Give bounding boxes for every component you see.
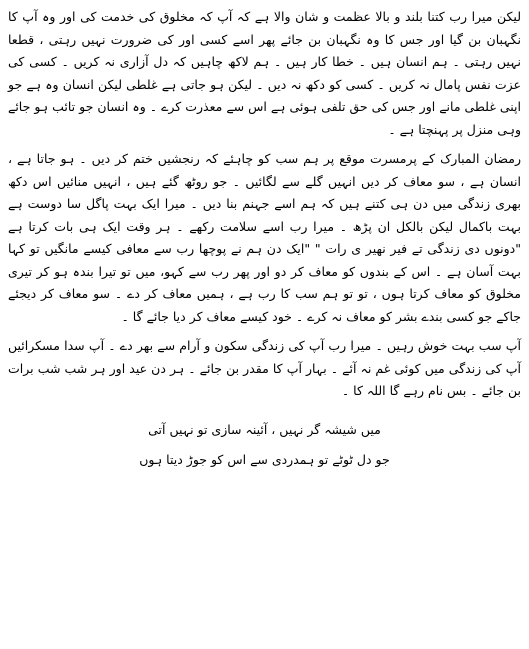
paragraph-ramadan: رمضان المبارک کے پرمسرت موقع پر ہم سب کو چاہئے کہ رنجشیں ختم کر دیں ۔ ہو جاتا ہے ، انسان ہے ، سو معاف کر دیں انہیں گلے سے لگائیں ۔ جو روٹھ گئے ہیں ، انہیں منائیں اس دکھ بھری زندگی میں دن ہی کتنے ہیں کہ ہم اسے جہنم بنا دیں ۔ میرا ایک بہت پاگل سا دوست ہے بہت باکمال لیکن بالکل ان پڑھ ۔ میرا رب اسے سلامت رکھے ۔ ہر وقت ایک ہی بات کرتا ہے "دونوں دی زندگی تے فیر نھیر ی رات " "ایک دن ہم نے پوچھا رب سے معافی کیسے مانگیں تو کہا بہت آسان ہے ۔ اس کے بندوں کو معاف کر دو اور پھر رب سے کہو، میں تو تیرا بندہ ہو کر تیری مخلوق کو معاف کرتا ہوں ، تو تو ہم سب کا رب ہے ، ہمیں معاف کر دے ۔ سو معاف کر دیجئے جاکے جو کسی بندے بشر کو معاف نہ کرے ۔ خود کیسے معاف کر دیا جائے گا ۔ [8, 151, 521, 324]
paragraph-blessing: آپ سب بہت خوش رہیں ۔ میرا رب آپ کی زندگی سکون و آرام سے بھر دے ۔ آپ سدا مسکرائیں آپ کی زندگی میں کوئی غم نہ آئے ۔ بہار آپ کا مقدر بن جائے ۔ ہر دن عید اور ہر شب شب برات بن جائے ۔ بس نام رہے گا اللہ کا ۔ [8, 338, 521, 398]
poem-line-2: جو دل ٹوٹے تو ہمدردی سے اس کو جوڑ دیتا ہوں [139, 451, 390, 467]
paragraph-intro: لیکن میرا رب کتنا بلند و بالا عظمت و شان والا ہے کہ آپ کہ مخلوق کی خدمت کی اور وہ آپ کا نگہبان بن گیا اور جس کا وہ نگہبان بن جائے پھر اسے کسی اور کی ضرورت نہیں رہتی ، قطعا نہیں رہتی ۔ ہم انسان ہیں ۔ خطا کار ہیں ۔ ہم لاکھ چاہیں کہ دل آزاری نہ کریں ۔ کسی کی عزت نفس پامال نہ کریں ۔ کسی کو دکھ نہ دیں ۔ لیکن ہو جاتی ہے غلطی لیکن انسان وہ ہے جو اپنی غلطی مانے اور جس کی حق تلفی ہوئی ہے اس سے معذرت کرے ۔ وہ انسان جو تائب ہو جائے وہی منزل پر پہنچتا ہے ۔ [8, 9, 521, 137]
poem-couplet [8, 415, 521, 475]
poem-line-1: میں شیشہ گر نہیں ، آئینہ سازی تو نہیں آتی [148, 421, 381, 437]
